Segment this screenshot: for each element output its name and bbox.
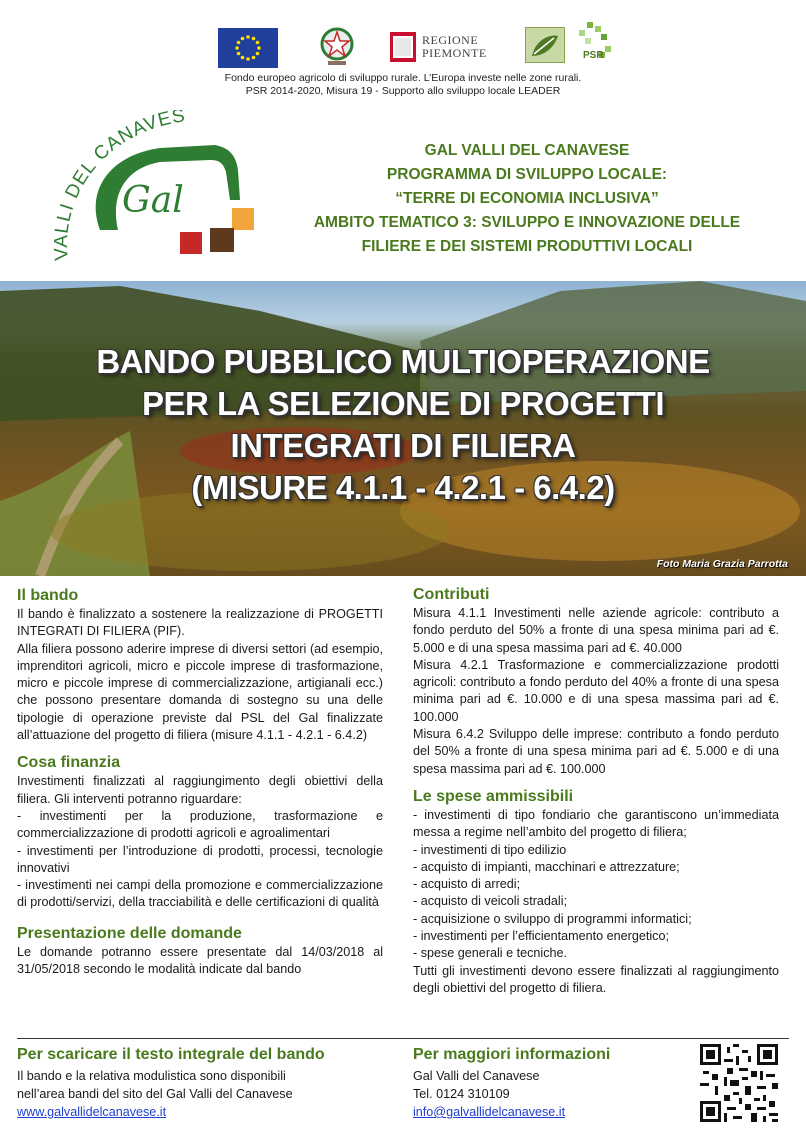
italian-republic-emblem-icon: [318, 24, 356, 68]
spese-item-6: - acquisizione o sviluppo di programmi informatici;: [413, 911, 692, 926]
piemonte-shield-icon: [390, 32, 416, 62]
hero-title-line2: PER LA SELEZIONE DI PROGETTI: [142, 385, 664, 422]
email-link[interactable]: info@galvallidelcanavese.it: [413, 1105, 566, 1119]
finanzia-item-3: - investimenti nei campi della promozione e commercializzazione di prodotti/servizi, della tracciabilità e delle certificazioni di qualità: [17, 878, 383, 910]
spese-item-4: - acquisto di arredi;: [413, 877, 521, 892]
section-title-bando: Il bando: [17, 587, 79, 604]
gal-heading-line2: PROGRAMMA DI SVILUPPO LOCALE:: [386, 166, 668, 183]
contributi-item-3: Misura 6.4.2 Sviluppo delle imprese: contributo a fondo perduto del 50% a fronte di una spesa minima pari ad €. 5.000 e di una spesa massima pari ad €. 100.000: [413, 727, 779, 776]
finanzia-paragraph: Investimenti finalizzati al raggiungimento degli obiettivi della filiera. Gli interventi potranno riguardare:: [17, 774, 383, 806]
left-column: [17, 586, 383, 978]
regione-piemonte-logo: [390, 30, 500, 64]
spese-item-2: - investimenti di tipo edilizio: [413, 842, 567, 857]
eu-caption-line1: Fondo europeo agricolo di sviluppo rurale. L’Europa investe nelle zone rurali.: [224, 72, 582, 84]
gal-logo-word: Gal: [122, 180, 184, 221]
photo-credit: Foto Maria Grazia Parrotta: [656, 558, 788, 570]
bando-paragraph-2: Alla filiera possono aderire imprese di diversi settori (ad esempio, imprenditori agricoli, micro e piccole imprese di trasformazione, micro e piccole imprese di commercializzazione, artigianali ecc.) che possono presentare domanda di sostegno su una delle tipologie di operazione previste dal PSL del Gal finalizzate all’attuazione del progetto di filiera (misure 4.1.1 - 4.2.1 - 6.4.2): [17, 641, 383, 743]
footer-info-name: Gal Valli del Canavese: [413, 1069, 540, 1083]
spese-item-1: - investimenti di tipo fondiario che garantiscono un’immediata messa a regime nell’ambito del progetto di filiera;: [413, 807, 779, 840]
leader-logo: [525, 27, 565, 63]
website-link[interactable]: www.galvallidelcanavese.it: [17, 1105, 167, 1119]
section-title-presentazione: Presentazione delle domande: [17, 924, 242, 942]
piemonte-line1: REGIONE: [422, 33, 479, 47]
gal-heading-line3: “TERRE DI ECONOMIA INCLUSIVA”: [395, 190, 659, 207]
bando-paragraph-1: Il bando è finalizzato a sostenere la realizzazione di PROGETTI INTEGRATI DI FILIERA (PIF).: [17, 607, 383, 639]
spese-item-8: - spese generali e tecniche.: [413, 946, 568, 961]
footer-download-line1: Il bando e la relativa modulistica sono disponibili: [17, 1069, 286, 1083]
psr-logo: [573, 20, 613, 64]
gal-logo-arc-text: VALLI DEL CANAVES: [50, 110, 188, 262]
spese-item-7: - investimenti per l’efficientamento energetico;: [413, 929, 669, 944]
spese-item-3: - acquisto di impianti, macchinari e attrezzature;: [413, 859, 680, 874]
footer-download: [17, 1044, 397, 1121]
psr-label: PSR: [583, 50, 604, 61]
piemonte-line2: PIEMONTE: [422, 46, 487, 60]
footer-download-title: Per scaricare il testo integrale del bando: [17, 1046, 325, 1063]
footer-download-line2: nell’area bandi del sito del Gal Valli del Canavese: [17, 1087, 293, 1101]
spese-closing: Tutti gli investimenti devono essere finalizzati al raggiungimento degli obiettivi del progetto di filiera.: [413, 963, 779, 995]
footer-info-phone: Tel. 0124 310109: [413, 1087, 510, 1101]
hero-title: [60, 341, 746, 509]
hero-title-line3: INTEGRATI DI FILIERA: [230, 427, 576, 464]
contributi-item-2: Misura 4.2.1 Trasformazione e commercializzazione prodotti agricoli: contributo a fondo perduto del 40% a fronte di una spesa minima pari ad €. 10.000 e di una spesa massima pari ad €. 100.000: [413, 657, 779, 724]
footer-divider: [17, 1038, 789, 1039]
section-title-contributi: Contributi: [413, 586, 490, 603]
gal-heading-line5: FILIERE E DEI SISTEMI PRODUTTIVI LOCALI: [361, 238, 693, 255]
presentazione-paragraph: Le domande potranno essere presentate dal 14/03/2018 al 31/05/2018 secondo le modalità indicate dal bando: [17, 944, 383, 977]
hero-vineyard-photo: [0, 281, 806, 576]
gal-heading: [292, 139, 762, 259]
finanzia-item-1: - investimenti per la produzione, trasformazione e commercializzazione di prodotti agricoli e agroalimentari: [17, 808, 383, 841]
eu-flag-logo: [218, 28, 278, 68]
gal-heading-line1: GAL VALLI DEL CANAVESE: [424, 142, 630, 159]
spese-item-5: - acquisto di veicoli stradali;: [413, 894, 567, 909]
hero-title-line1: BANDO PUBBLICO MULTIOPERAZIONE: [96, 343, 710, 380]
section-title-finanzia: Cosa finanzia: [17, 754, 121, 772]
contributi-item-1: Misura 4.1.1 Investimenti nelle aziende agricole: contributo a fondo perduto del 50% a fronte di una spesa minima pari ad €. 5.000 e di una spesa massima pari ad €. 40.000: [413, 606, 779, 655]
qr-code-icon[interactable]: [700, 1044, 778, 1122]
hero-title-line4: (MISURE 4.1.1 - 4.2.1 - 6.4.2): [191, 469, 615, 506]
gal-valli-del-canavese-logo: [40, 110, 280, 280]
eu-caption: [160, 72, 646, 98]
finanzia-item-2: - investimenti per l’introduzione di prodotti, processi, tecnologie innovativi: [17, 843, 383, 875]
gal-heading-line4: AMBITO TEMATICO 3: SVILUPPO E INNOVAZIONE DELLE: [313, 214, 741, 231]
right-column: [413, 585, 779, 997]
footer-info: [413, 1044, 673, 1121]
eu-caption-line2: PSR 2014-2020, Misura 19 - Supporto allo sviluppo locale LEADER: [245, 85, 561, 97]
section-title-spese: Le spese ammissibili: [413, 787, 574, 805]
footer-info-title: Per maggiori informazioni: [413, 1046, 611, 1063]
